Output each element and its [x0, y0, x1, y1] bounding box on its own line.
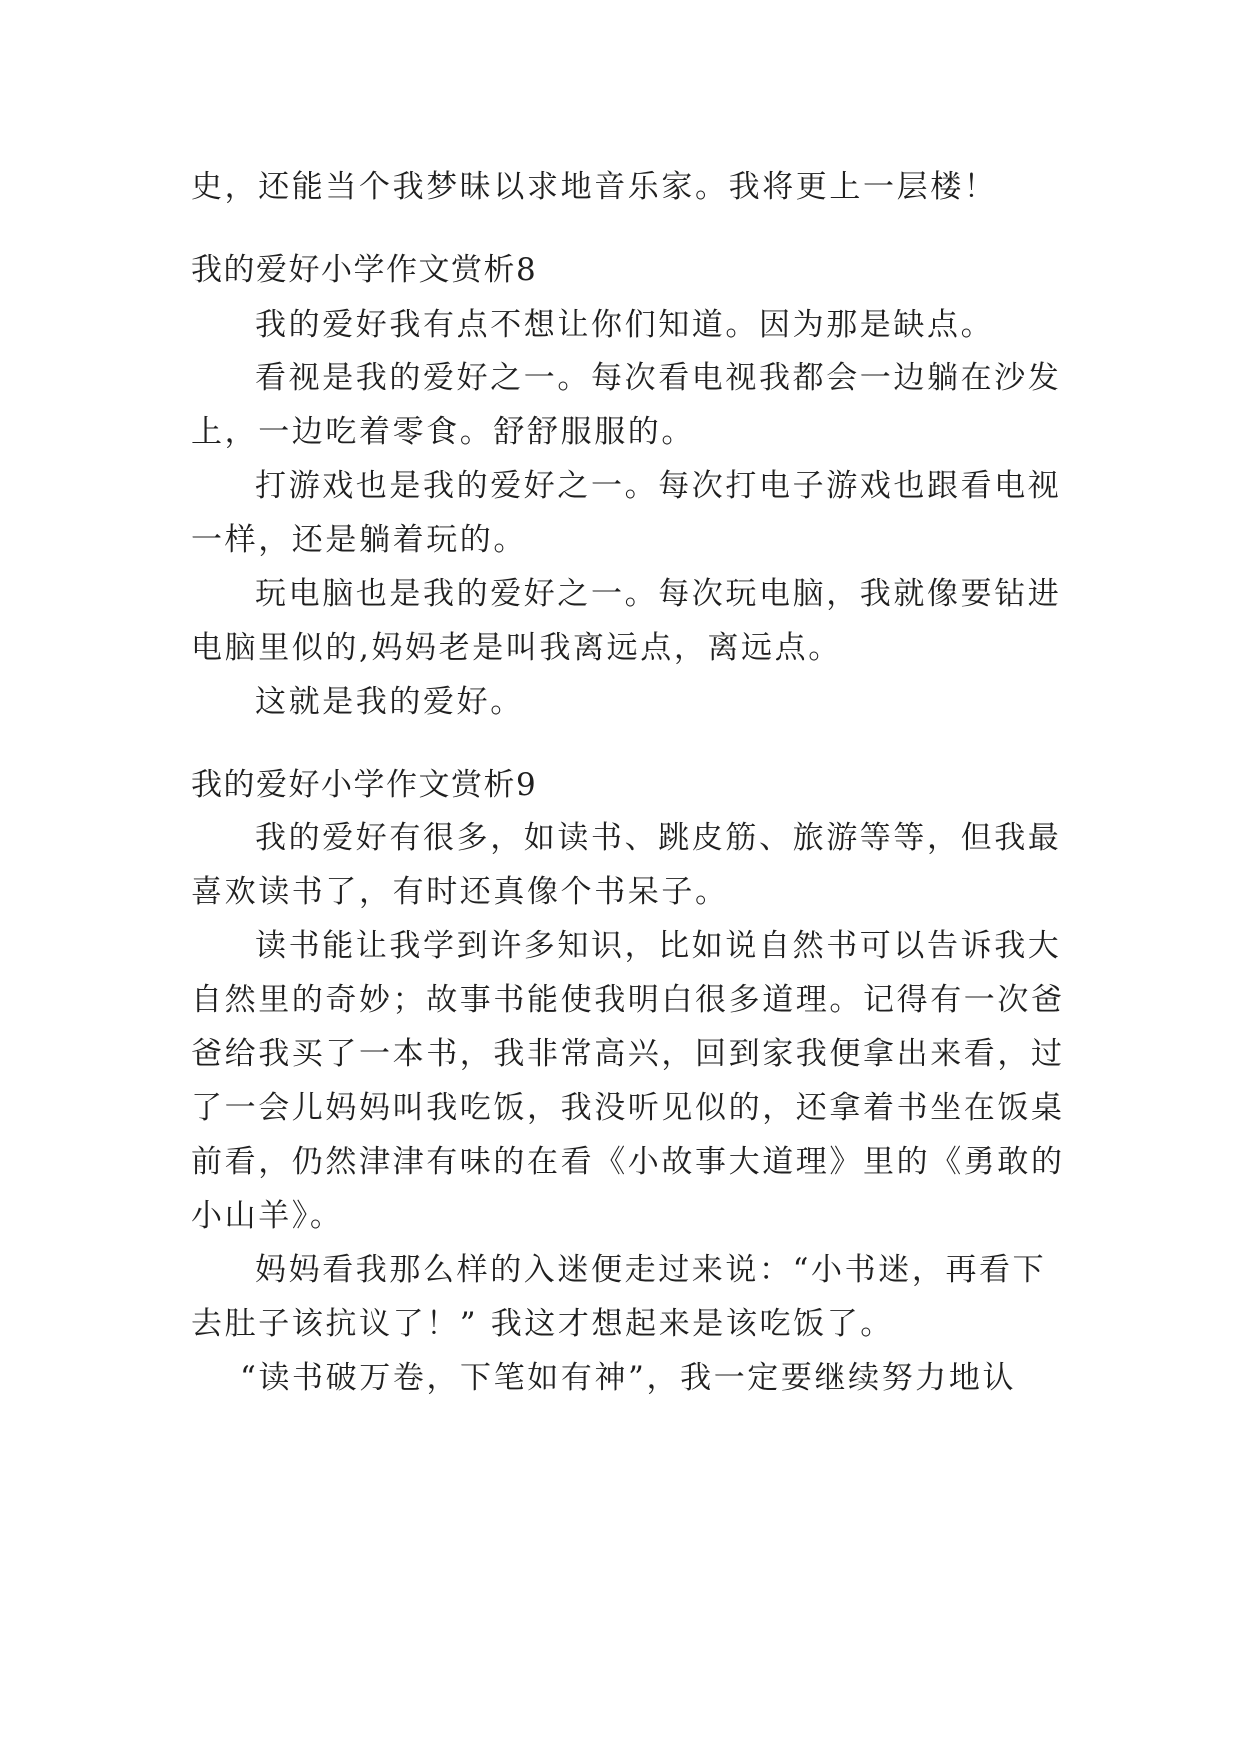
- essay-8-paragraph-line: 打游戏也是我的爱好之一。每次打电子游戏也跟看电视: [255, 468, 1062, 504]
- essay-9-paragraph-line: 读书能让我学到许多知识，比如说自然书可以告诉我大: [255, 928, 1062, 964]
- continuation-line: 史，还能当个我梦昧以求地音乐家。我将更上一层楼！: [191, 169, 998, 205]
- essay-9-paragraph-line: 我的爱好有很多，如读书、跳皮筋、旅游等等，但我最: [255, 820, 1062, 856]
- essay-8-paragraph-line: 电脑里似的,妈妈老是叫我离远点，离远点。: [191, 630, 842, 666]
- essay-8-paragraph-line: 我的爱好我有点不想让你们知道。因为那是缺点。: [255, 307, 995, 343]
- essay-9-paragraph-line: 小山羊》。: [191, 1198, 344, 1234]
- essay-9-paragraph-line: 爸给我买了一本书，我非常高兴，回到家我便拿出来看，过: [191, 1036, 1065, 1072]
- essay-9-paragraph-line: 了一会儿妈妈叫我吃饭，我没听见似的，还拿着书坐在饭桌: [191, 1090, 1065, 1126]
- essay-8-title: 我的爱好小学作文赏析8: [191, 252, 538, 288]
- essay-8-paragraph-line: 看视是我的爱好之一。每次看电视我都会一边躺在沙发: [255, 360, 1062, 396]
- essay-8-paragraph-line: 玩电脑也是我的爱好之一。每次玩电脑，我就像要钻进: [255, 576, 1062, 612]
- essay-8-paragraph-line: 一样，还是躺着玩的。: [191, 522, 527, 558]
- essay-9-paragraph-line: 妈妈看我那么样的入迷便走过来说：“小书迷，再看下: [255, 1252, 1047, 1288]
- essay-8-paragraph-line: 上，一边吃着零食。舒舒服服的。: [191, 414, 695, 450]
- essay-9-paragraph-line: 前看，仍然津津有味的在看《小故事大道理》里的《勇敢的: [191, 1144, 1065, 1180]
- essay-9-paragraph-line: 喜欢读书了，有时还真像个书呆子。: [191, 874, 729, 910]
- essay-9-paragraph-line: 去肚子该抗议了！” 我这才想起来是该吃饭了。: [191, 1306, 894, 1342]
- essay-9-paragraph-line: “读书破万卷，下笔如有神”，我一定要继续努力地认: [240, 1360, 1017, 1396]
- essay-8-paragraph-line: 这就是我的爱好。: [255, 684, 524, 720]
- essay-9-title: 我的爱好小学作文赏析9: [191, 767, 538, 803]
- essay-9-paragraph-line: 自然里的奇妙；故事书能使我明白很多道理。记得有一次爸: [191, 982, 1065, 1018]
